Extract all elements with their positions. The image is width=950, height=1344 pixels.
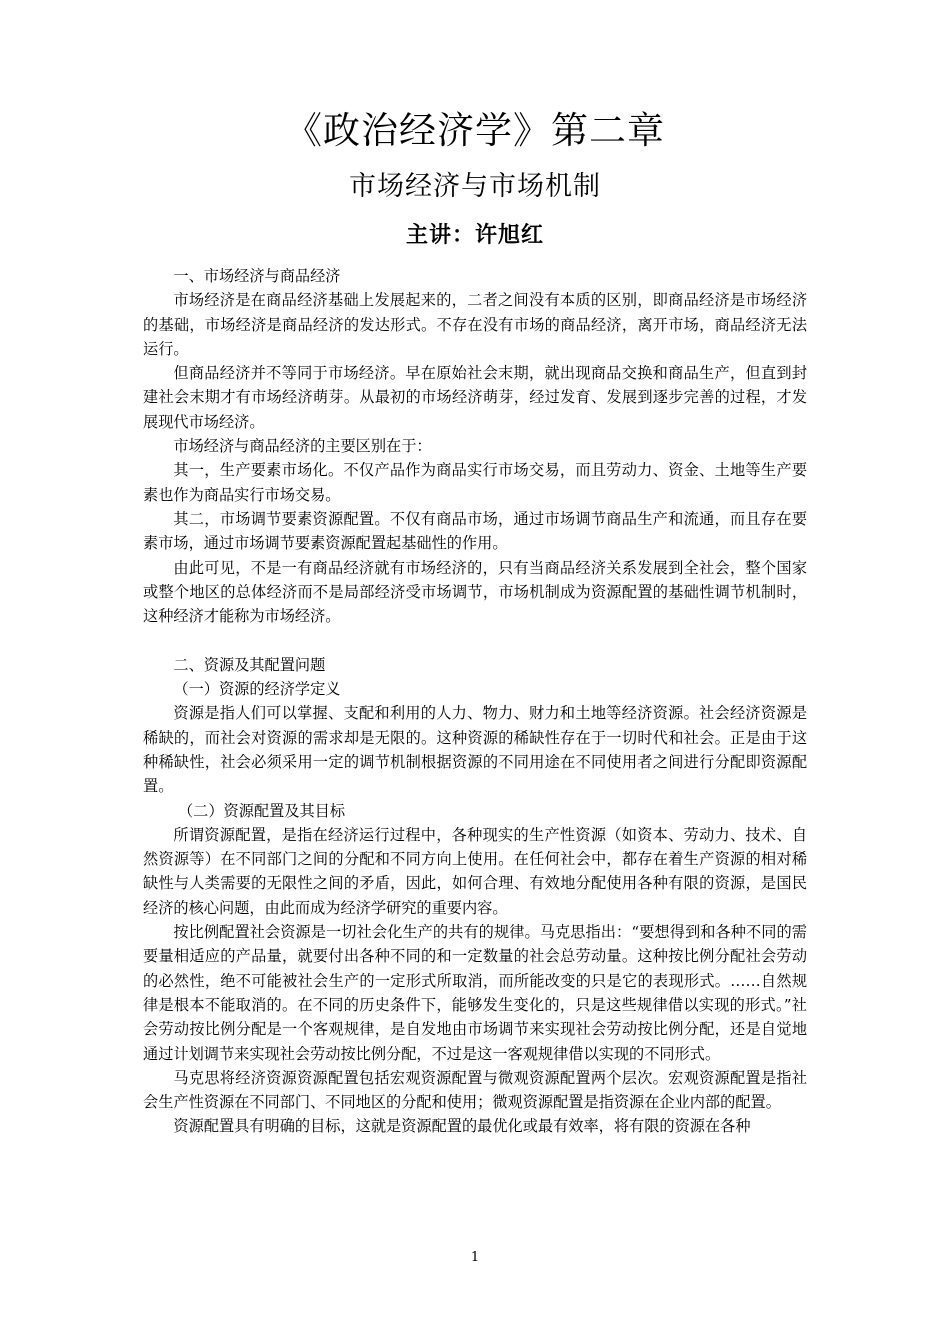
paragraph: 市场经济是在商品经济基础上发展起来的，二者之间没有本质的区别，即商品经济是市场经济的基础，市场经济是商品经济的发达形式。不存在没有市场的商品经济，离开市场，商品经济无法运行。 [143,291,807,358]
paragraph: 按比例配置社会资源是一切社会化生产的共有的规律。马克思指出：“要想得到和各种不同的需要量相适应的产品量，就要付出各种不同的和一定数量的社会总劳动量。这种按比例分配社会劳动的必然性，绝不可能被社会生产的一定形式所取消，而所能改变的只是它的表现形式。……自然规律是根本不能取消的。在不同的历史条件下，能够发生变化的，只是这些规律借以实现的形式。”社会劳动按比例分配是一个客观规律，是自发地由市场调节来实现社会劳动按比例分配，还是自觉地通过计划调节来实现社会劳动按比例分配，不过是这一客观规律借以实现的不同形式。 [143,923,807,1063]
subsection-heading-1: （一）资源的经济学定义 [173,680,341,699]
paragraph: 其二，市场调节要素资源配置。不仅有商品市场，通过市场调节商品生产和流通，而且存在要素市场，通过市场调节要素资源配置起基础性的作用。 [143,509,807,553]
section-spacer [143,628,807,652]
subsection-heading-2: （二）资源配置及其目标 [177,801,346,820]
document-subtitle: 市场经济与市场机制 [349,171,601,202]
paragraph: 资源配置具有明确的目标，这就是资源配置的最优化或最有效率，将有限的资源在各种 [173,1117,751,1136]
lecturer-line: 主讲：许旭红 [405,223,544,248]
paragraph: 其一，生产要素市场化。不仅产品作为商品实行市场交易，而且劳动力、资金、土地等生产要素也作为商品实行市场交易。 [143,461,807,504]
section-heading-1: 一、市场经济与商品经济 [173,267,341,285]
paragraph: 但商品经济并不等同于市场经济。早在原始社会末期，就出现商品交换和商品生产，但直到封建社会末期才有市场经济萌芽。从最初的市场经济萌芽，经过发育、发展到逐步完善的过程，才发展现代市场经济。 [143,364,807,431]
document-body [143,264,807,1139]
page-number: 1 [470,1250,480,1265]
paragraph: 由此可见，不是一有商品经济就有市场经济的，只有当商品经济关系发展到全社会，整个国家或整个地区的总体经济而不是局部经济受市场调节，市场机制成为资源配置的基础性调节机制时，这种经济才能称为市场经济。 [143,558,807,626]
paragraph: 所谓资源配置，是指在经济运行过程中，各种现实的生产性资源（如资本、劳动力、技术、自然资源等）在不同部门之间的分配和不同方向上使用。在任何社会中，都存在着生产资源的相对稀缺性与人类需要的无限性之间的矛盾，因此，如何合理、有效地分配使用各种有限的资源，是国民经济的核心问题，由此而成为经济学研究的重要内容。 [143,825,807,917]
document-title: 《政治经济学》第二章 [285,109,665,152]
section-heading-2: 二、资源及其配置问题 [173,655,326,674]
paragraph: 市场经济与商品经济的主要区别在于： [173,437,432,456]
paragraph: 资源是指人们可以掌握、支配和利用的人力、物力、财力和土地等经济资源。社会经济资源是稀缺的，而社会对资源的需求却是无限的。这种资源的稀缺性存在于一切时代和社会。正是由于这种稀缺性，社会必须采用一定的调节机制根据资源的不同用途在不同使用者之间进行分配即资源配置。 [143,704,807,796]
paragraph: 马克思将经济资源资源配置包括宏观资源配置与微观资源配置两个层次。宏观资源配置是指社会生产性资源在不同部门、不同地区的分配和使用；微观资源配置是指资源在企业内部的配置。 [143,1068,807,1112]
